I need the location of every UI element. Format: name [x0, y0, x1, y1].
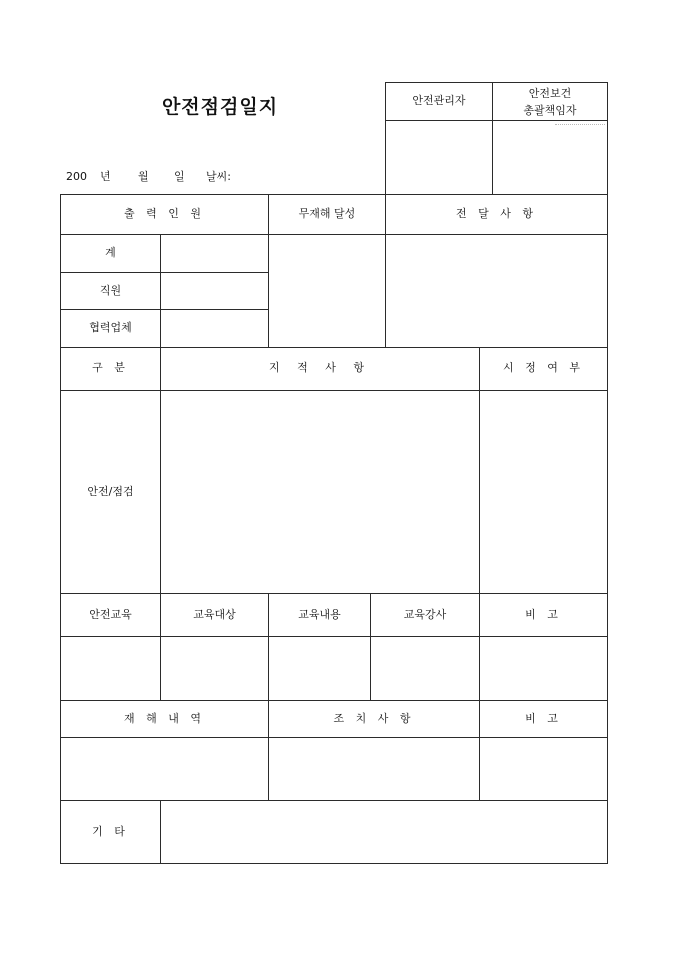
findings-cell[interactable]: [161, 391, 479, 593]
safety-manager-label: 안전관리자: [412, 94, 466, 107]
notices-header: 전 달 사 항: [456, 207, 537, 220]
page-title: 안전점검일지: [161, 96, 279, 118]
corrected-cell[interactable]: [480, 391, 607, 593]
partner-row-label: 협력업체: [89, 321, 132, 334]
education-row-cell-1[interactable]: [61, 637, 160, 700]
accident-remarks-header: 비 고: [525, 712, 562, 725]
attendance-header: 출 력 인 원: [124, 207, 205, 220]
education-row-cell-2[interactable]: [161, 637, 268, 700]
partner-count-cell[interactable]: [161, 310, 268, 347]
findings-header: 지 적 사 항: [269, 361, 371, 374]
category-header: 구 분: [92, 361, 129, 374]
safety-education-header: 안전교육: [89, 608, 132, 621]
education-remarks-header: 비 고: [525, 608, 562, 621]
other-cell[interactable]: [161, 801, 607, 863]
corrected-header: 시 정 여 부: [503, 361, 584, 374]
date-line: [66, 170, 266, 184]
health-officer-signature-cell[interactable]: [493, 121, 607, 194]
no-accident-cell[interactable]: [269, 235, 385, 347]
weather-label: 날씨:: [206, 170, 231, 183]
measures-header: 조 치 사 항: [333, 712, 415, 725]
health-officer-label-line1: 안전보건: [528, 87, 572, 100]
staff-count-cell[interactable]: [161, 273, 268, 309]
accident-history-header: 재 해 내 역: [124, 712, 205, 725]
education-row-cell-5[interactable]: [480, 637, 607, 700]
health-officer-label-line2: 총괄책임자: [523, 104, 577, 117]
year-label: 년: [100, 170, 111, 183]
year-prefix: 200: [66, 170, 87, 183]
education-row-cell-3[interactable]: [269, 637, 370, 700]
total-count-cell[interactable]: [161, 235, 268, 272]
no-accident-header: 무재해 달성: [298, 207, 356, 220]
month-label: 월: [138, 170, 149, 183]
education-row-cell-4[interactable]: [371, 637, 479, 700]
safety-inspection-label: 안전/점검: [87, 485, 134, 498]
measures-cell[interactable]: [269, 738, 479, 800]
staff-row-label: 직원: [99, 284, 122, 297]
education-target-header: 교육대상: [193, 608, 236, 621]
day-label: 일: [174, 170, 185, 183]
accident-history-cell[interactable]: [61, 738, 268, 800]
education-content-header: 교육내용: [298, 608, 341, 621]
other-label: 기 타: [92, 825, 129, 838]
safety-manager-signature-cell[interactable]: [386, 121, 492, 194]
education-instructor-header: 교육강사: [403, 608, 447, 621]
accident-remarks-cell[interactable]: [480, 738, 607, 800]
total-row-label: 계: [105, 246, 116, 259]
notices-cell[interactable]: [386, 235, 607, 347]
